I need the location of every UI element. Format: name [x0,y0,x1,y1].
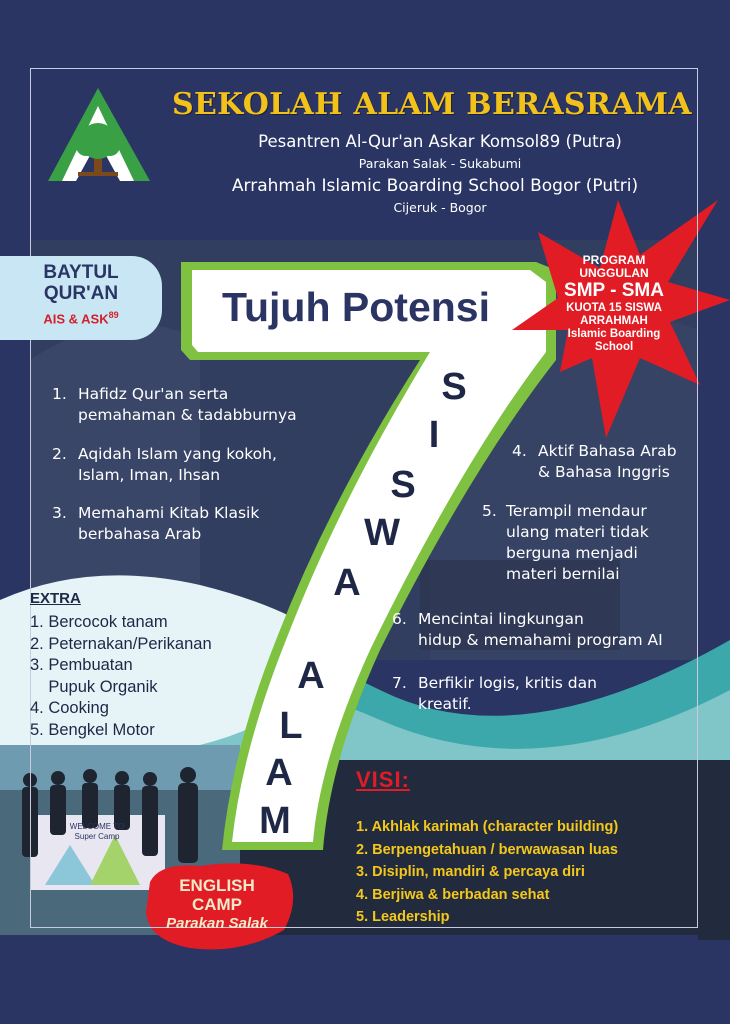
english-camp-line-1: ENGLISH [179,876,255,895]
potensi-num-3: 3. [52,504,67,522]
extra-item: 3. Pembuatan [30,656,133,674]
potensi-text-3b: berbahasa Arab [78,525,202,543]
header-line-3: Arrahmah Islamic Boarding School Bogor (Putri) [231,176,639,196]
program-line-7: School [594,341,634,353]
potensi-text-1b: pemahaman & tadabburnya [78,406,297,424]
visi-heading: VISI: [356,767,410,792]
siswa-letter-5: A [333,562,361,604]
potensi-text-7b: kreatif. [418,695,472,713]
potensi-text-4a: Aktif Bahasa Arab [538,442,677,460]
potensi-item-1 [52,384,352,426]
potensi-item-6 [392,609,702,651]
potensi-item-3 [52,503,352,545]
potensi-text-2b: Islam, Iman, Ihsan [78,466,221,484]
potensi-text-4b: & Bahasa Inggris [538,463,670,481]
photo-banner-line-1: WELCOME TO [69,822,125,831]
extra-item: Pupuk Organik [30,677,158,696]
potensi-num-6: 6. [392,610,407,628]
siswa-letter-1: S [441,366,467,408]
potensi-text-2a: Aqidah Islam yang kokoh, [78,445,277,463]
potensi-text-6b: hidup & memahami program AI [418,631,663,649]
baytul-line-1: BAYTUL [43,262,119,283]
english-camp-line-2: CAMP [191,895,243,914]
program-starburst [540,254,688,354]
visi-item: 5. Leadership [356,909,450,925]
extra-item: 1. Bercocok tanam [30,613,168,631]
potensi-item-5 [482,501,702,585]
siswa-letter-3: S [390,464,416,506]
photo-banner-line-2: Super Camp [74,832,120,841]
school-title: SEKOLAH ALAM BERASRAMA [172,87,692,122]
alam-letter-3: A [265,752,293,794]
tree-mountain-logo-icon [38,86,160,186]
baytul-line-2: QUR'AN [43,283,119,304]
visi-item: 1. Akhlak karimah (character building) [356,819,619,835]
potensi-text-6a: Mencintai lingkungan [418,610,584,628]
english-camp-line-3: Parakan Salak [166,915,268,932]
extra-item: 4. Cooking [30,699,109,717]
potensi-num-5: 5. [482,502,497,520]
program-line-6: Islamic Boarding [567,328,661,340]
program-line-2: UNGGULAN [579,266,649,280]
potensi-item-4 [512,441,712,483]
header-line-2: Parakan Salak - Sukabumi [358,156,522,171]
potensi-text-7a: Berfikir logis, kritis dan [418,674,597,692]
potensi-text-5c: berguna menjadi [506,544,638,562]
visi-list [356,816,618,929]
baytul-line-3 [0,305,162,329]
extra-item: 2. Peternakan/Perikanan [30,634,212,653]
siswa-letter-2: I [428,414,440,456]
extra-item: 5. Bengkel Motor [30,720,155,739]
potensi-text-5d: materi bernilai [506,565,620,583]
potensi-num-2: 2. [52,445,67,463]
visi-item: 4. Berjiwa & berbadan sehat [356,886,550,903]
baytul-quran-badge [0,256,162,340]
potensi-item-7 [392,673,702,715]
alam-letter-4: M [259,800,291,842]
potensi-item-2 [52,444,352,486]
program-line-1: PROGRAM [582,253,646,267]
potensi-text-5a: Terampil mendaur [506,502,647,520]
program-line-5: ARRAHMAH [580,315,648,327]
header-line-4: Cijeruk - Bogor [393,200,487,215]
alam-letter-2: L [279,705,303,747]
potensi-num-7: 7. [392,674,407,692]
alam-letter-1: A [297,655,325,697]
potensi-text-3a: Memahami Kitab Klasik [78,504,260,522]
visi-item: 2. Berpengetahuan / berwawasan luas [356,841,618,858]
potensi-text-1a: Hafidz Qur'an serta [78,385,229,403]
header-line-1: Pesantren Al-Qur'an Askar Komsol89 (Putra) [258,132,622,151]
program-line-3: SMP - SMA [564,280,664,301]
headline-title: Tujuh Potensi [221,284,490,330]
baytul-ais-ask: AIS & ASK [43,311,109,327]
potensi-num-4: 4. [512,442,527,460]
program-line-4: KUOTA 15 SISWA [566,302,662,314]
potensi-num-1: 1. [52,385,67,403]
extra-heading: EXTRA [30,590,81,607]
siswa-letter-4: W [364,512,400,554]
photo-banner [42,822,152,842]
potensi-text-5b: ulang materi tidak [506,523,649,541]
extra-list [30,612,212,741]
visi-item: 3. Disiplin, mandiri & percaya diri [356,864,585,880]
baytul-sup: 89 [108,310,119,320]
english-camp-badge [142,876,292,933]
